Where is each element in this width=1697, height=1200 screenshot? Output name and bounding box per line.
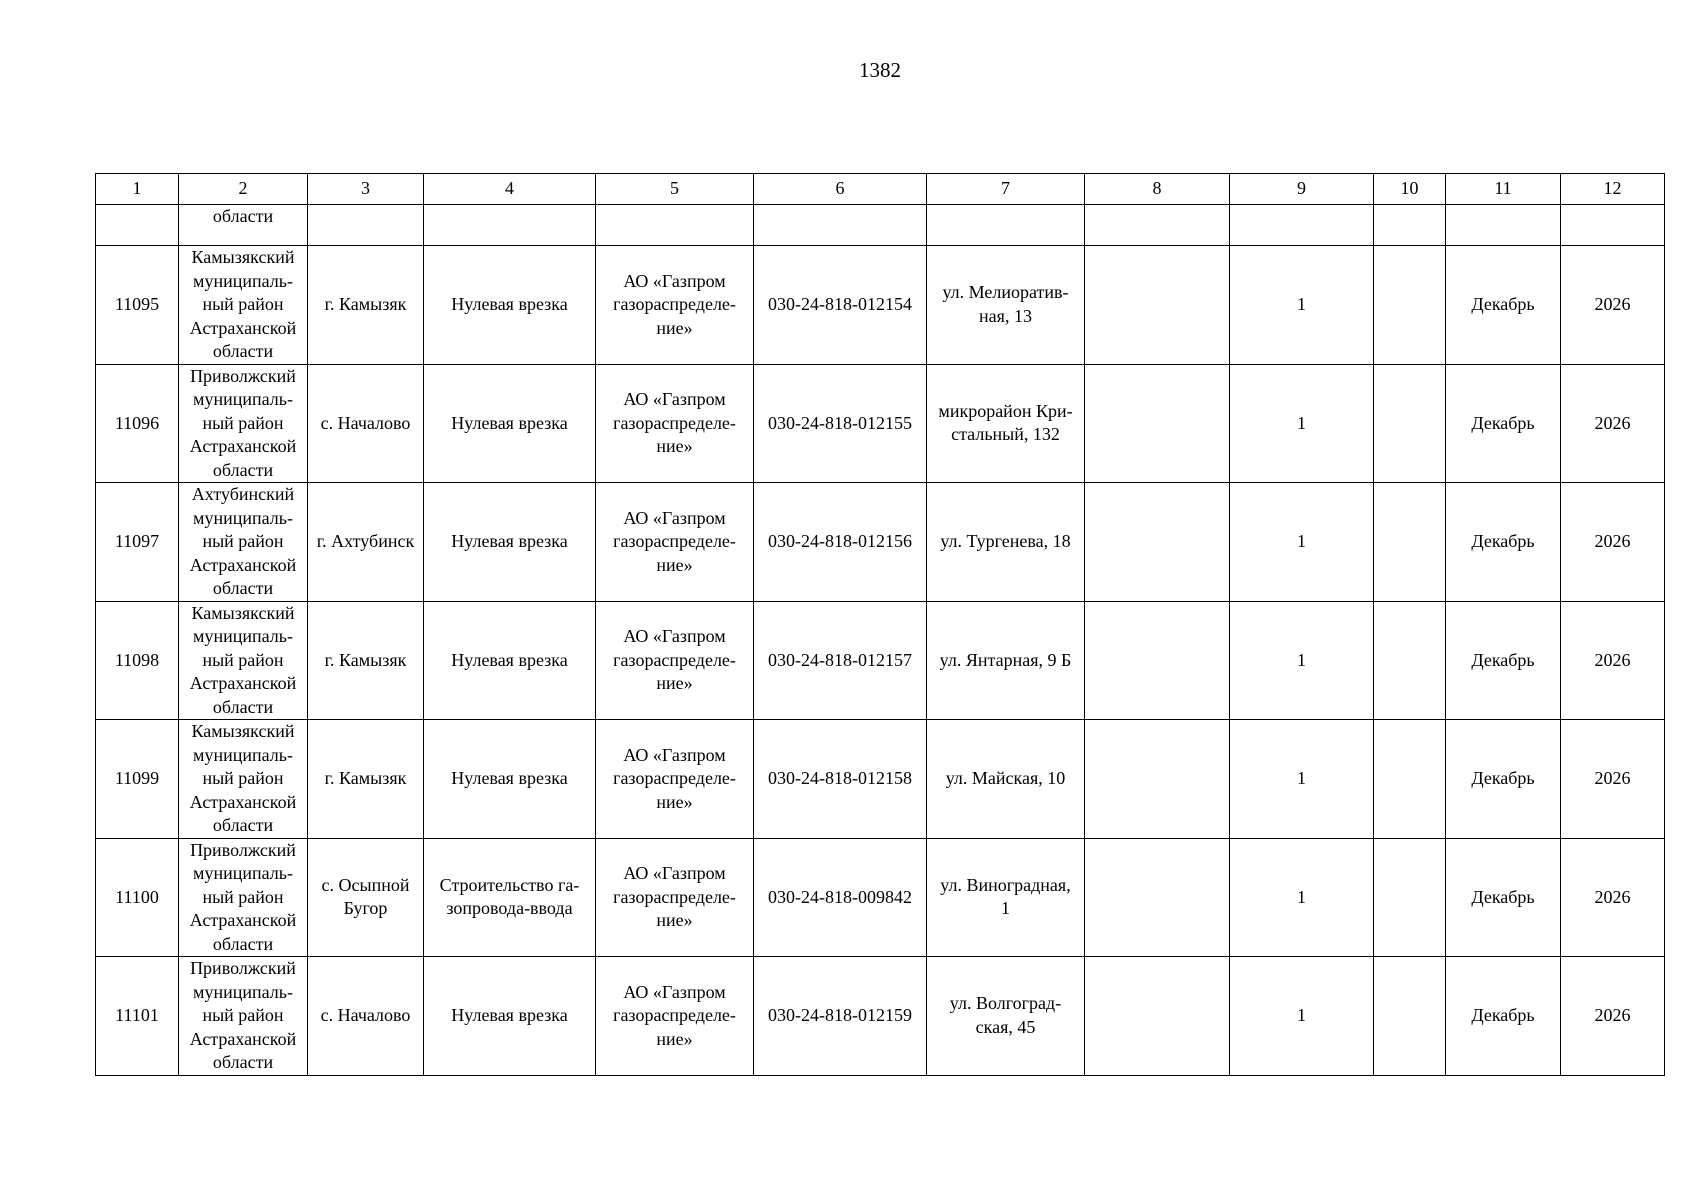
quantity-cell: 1: [1230, 364, 1374, 483]
year-cell: 2026: [1561, 246, 1665, 365]
registry-code-cell: 030-24-818-012156: [754, 483, 927, 602]
organization-cell: АО «Газпром газораспределе- ние»: [596, 838, 754, 957]
continuation-cell: [596, 205, 754, 246]
quantity-cell: 1: [1230, 720, 1374, 839]
quantity-cell: 1: [1230, 957, 1374, 1076]
row-number-cell: 11097: [96, 483, 179, 602]
empty-cell: [1374, 246, 1446, 365]
year-cell: 2026: [1561, 483, 1665, 602]
column-number-cell: 10: [1374, 174, 1446, 205]
locality-cell: г. Ахтубинск: [308, 483, 424, 602]
column-number-cell: 2: [179, 174, 308, 205]
district-cell: Приволжский муниципаль- ный район Астраханской области: [179, 838, 308, 957]
continuation-cell: [927, 205, 1085, 246]
table-row: [96, 957, 1665, 1076]
row-number-cell: 11096: [96, 364, 179, 483]
address-cell: ул. Мелиоратив- ная, 13: [927, 246, 1085, 365]
work-type-cell: Нулевая врезка: [424, 601, 596, 720]
column-number-cell: 8: [1085, 174, 1230, 205]
empty-cell: [1085, 364, 1230, 483]
month-cell: Декабрь: [1446, 364, 1561, 483]
continuation-cell: области: [179, 205, 308, 246]
year-cell: 2026: [1561, 720, 1665, 839]
quantity-cell: 1: [1230, 483, 1374, 602]
district-cell: Камызякский муниципаль- ный район Астраханской области: [179, 246, 308, 365]
registry-code-cell: 030-24-818-012158: [754, 720, 927, 839]
continuation-cell: [754, 205, 927, 246]
row-number-cell: 11098: [96, 601, 179, 720]
registry-code-cell: 030-24-818-009842: [754, 838, 927, 957]
quantity-cell: 1: [1230, 246, 1374, 365]
continuation-cell: [96, 205, 179, 246]
quantity-cell: 1: [1230, 601, 1374, 720]
continuation-cell: [1374, 205, 1446, 246]
month-cell: Декабрь: [1446, 957, 1561, 1076]
locality-cell: с. Началово: [308, 957, 424, 1076]
address-cell: ул. Майская, 10: [927, 720, 1085, 839]
year-cell: 2026: [1561, 957, 1665, 1076]
address-cell: ул. Янтарная, 9 Б: [927, 601, 1085, 720]
empty-cell: [1374, 364, 1446, 483]
continuation-cell: [308, 205, 424, 246]
locality-cell: с. Осыпной Бугор: [308, 838, 424, 957]
continuation-cell: [1561, 205, 1665, 246]
page-number: 1382: [859, 58, 901, 82]
work-type-cell: Нулевая врезка: [424, 720, 596, 839]
column-number-cell: 7: [927, 174, 1085, 205]
row-number-cell: 11100: [96, 838, 179, 957]
locality-cell: с. Началово: [308, 364, 424, 483]
continuation-cell: [1230, 205, 1374, 246]
district-cell: Камызякский муниципаль- ный район Астраханской области: [179, 601, 308, 720]
row-number-cell: 11099: [96, 720, 179, 839]
continuation-cell: [1446, 205, 1561, 246]
continuation-cell: [424, 205, 596, 246]
registry-code-cell: 030-24-818-012154: [754, 246, 927, 365]
empty-cell: [1085, 720, 1230, 839]
column-number-cell: 4: [424, 174, 596, 205]
organization-cell: АО «Газпром газораспределе- ние»: [596, 364, 754, 483]
registry-code-cell: 030-24-818-012155: [754, 364, 927, 483]
work-type-cell: Нулевая врезка: [424, 364, 596, 483]
continuation-cell: [1085, 205, 1230, 246]
row-number-cell: 11101: [96, 957, 179, 1076]
district-cell: Ахтубинский муниципаль- ный район Астраханской области: [179, 483, 308, 602]
quantity-cell: 1: [1230, 838, 1374, 957]
table-row: [96, 483, 1665, 602]
organization-cell: АО «Газпром газораспределе- ние»: [596, 957, 754, 1076]
column-number-cell: 1: [96, 174, 179, 205]
table-row: [96, 838, 1665, 957]
organization-cell: АО «Газпром газораспределе- ние»: [596, 601, 754, 720]
work-type-cell: Строительство га- зопровода-ввода: [424, 838, 596, 957]
column-number-cell: 3: [308, 174, 424, 205]
work-type-cell: Нулевая врезка: [424, 246, 596, 365]
empty-cell: [1374, 720, 1446, 839]
column-number-cell: 5: [596, 174, 754, 205]
locality-cell: г. Камызяк: [308, 246, 424, 365]
continuation-row: [96, 205, 1665, 246]
empty-cell: [1374, 483, 1446, 602]
registry-table: [95, 173, 1665, 1076]
organization-cell: АО «Газпром газораспределе- ние»: [596, 483, 754, 602]
registry-code-cell: 030-24-818-012159: [754, 957, 927, 1076]
month-cell: Декабрь: [1446, 601, 1561, 720]
address-cell: ул. Виноградная, 1: [927, 838, 1085, 957]
empty-cell: [1085, 957, 1230, 1076]
empty-cell: [1085, 246, 1230, 365]
year-cell: 2026: [1561, 364, 1665, 483]
table-row: [96, 601, 1665, 720]
empty-cell: [1085, 483, 1230, 602]
locality-cell: г. Камызяк: [308, 601, 424, 720]
month-cell: Декабрь: [1446, 720, 1561, 839]
table-row: [96, 364, 1665, 483]
month-cell: Декабрь: [1446, 246, 1561, 365]
district-cell: Камызякский муниципаль- ный район Астраханской области: [179, 720, 308, 839]
year-cell: 2026: [1561, 838, 1665, 957]
work-type-cell: Нулевая врезка: [424, 483, 596, 602]
organization-cell: АО «Газпром газораспределе- ние»: [596, 246, 754, 365]
column-number-row: [96, 174, 1665, 205]
empty-cell: [1374, 838, 1446, 957]
district-cell: Приволжский муниципаль- ный район Астраханской области: [179, 957, 308, 1076]
month-cell: Декабрь: [1446, 838, 1561, 957]
table-body: [96, 174, 1665, 1076]
empty-cell: [1374, 601, 1446, 720]
column-number-cell: 11: [1446, 174, 1561, 205]
column-number-cell: 12: [1561, 174, 1665, 205]
empty-cell: [1085, 838, 1230, 957]
address-cell: микрорайон Кри- стальный, 132: [927, 364, 1085, 483]
district-cell: Приволжский муниципаль- ный район Астраханской области: [179, 364, 308, 483]
organization-cell: АО «Газпром газораспределе- ние»: [596, 720, 754, 839]
year-cell: 2026: [1561, 601, 1665, 720]
locality-cell: г. Камызяк: [308, 720, 424, 839]
column-number-cell: 9: [1230, 174, 1374, 205]
table-row: [96, 720, 1665, 839]
registry-code-cell: 030-24-818-012157: [754, 601, 927, 720]
month-cell: Декабрь: [1446, 483, 1561, 602]
address-cell: ул. Тургенева, 18: [927, 483, 1085, 602]
column-number-cell: 6: [754, 174, 927, 205]
row-number-cell: 11095: [96, 246, 179, 365]
work-type-cell: Нулевая врезка: [424, 957, 596, 1076]
table-row: [96, 246, 1665, 365]
address-cell: ул. Волгоград- ская, 45: [927, 957, 1085, 1076]
empty-cell: [1374, 957, 1446, 1076]
empty-cell: [1085, 601, 1230, 720]
